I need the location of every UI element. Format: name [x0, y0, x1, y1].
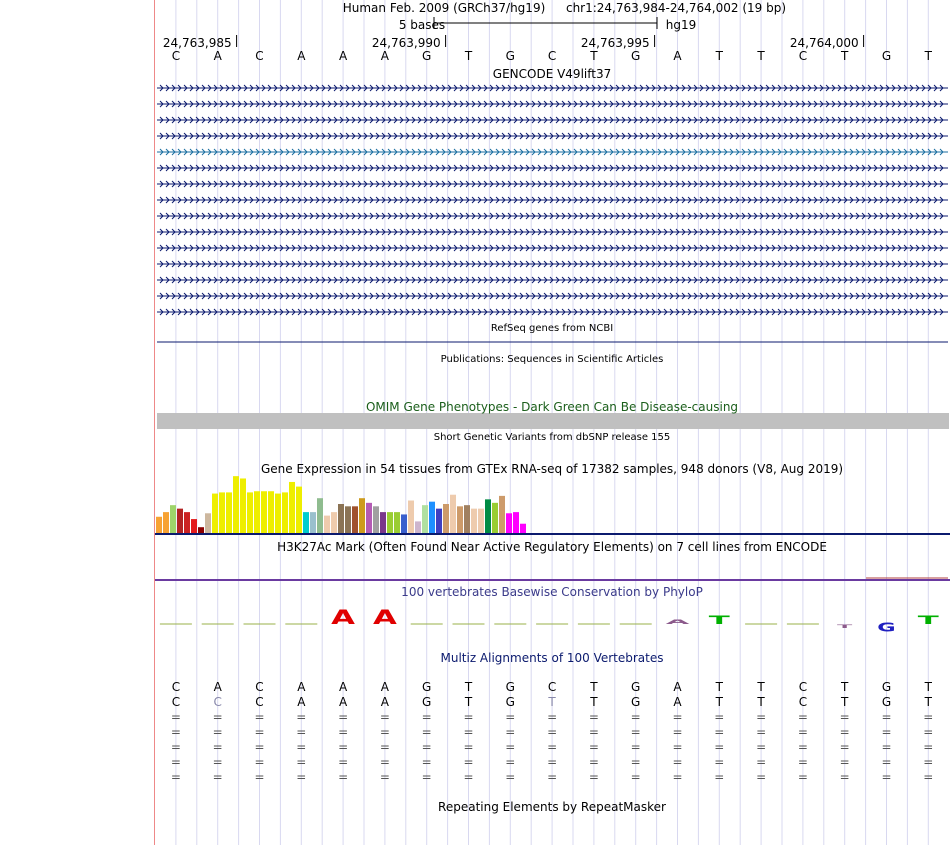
gtex-bar[interactable]	[254, 491, 260, 533]
sequence-base: T	[841, 49, 849, 63]
alignment-match: =	[756, 710, 767, 724]
alignment-match: =	[254, 710, 265, 724]
alignment-match: =	[672, 755, 683, 769]
gtex-bar[interactable]	[219, 492, 225, 533]
alignment-base: G	[505, 695, 515, 709]
alignment-base: G	[881, 695, 892, 709]
alignment-match: =	[212, 755, 223, 769]
refseq-title: RefSeq genes from NCBI	[490, 323, 614, 334]
alignment-match: =	[463, 770, 474, 784]
gtex-title: Gene Expression in 54 tissues from GTEx RNA-seq of 17382 samples, 948 donors (V8, Aug 2019)	[260, 462, 844, 476]
gtex-bar[interactable]	[436, 509, 442, 533]
alignment-base: C	[213, 695, 222, 709]
publications-title: Publications: Sequences in Scientific Articles	[440, 354, 664, 365]
alignment-match: =	[505, 755, 516, 769]
alignment-base: C	[171, 680, 181, 694]
gtex-bar[interactable]	[506, 513, 512, 533]
alignment-match: =	[338, 710, 349, 724]
sequence-base: A	[297, 49, 306, 63]
alignment-match: =	[839, 710, 850, 724]
gtex-bar[interactable]	[275, 494, 281, 533]
alignment-base: T	[757, 695, 765, 709]
sequence-base: A	[380, 49, 389, 63]
alignment-match: =	[421, 755, 432, 769]
alignment-match: =	[547, 740, 558, 754]
sequence-base: A	[213, 49, 222, 63]
alignment-match: =	[463, 740, 474, 754]
alignment-match: =	[379, 755, 390, 769]
alignment-base: A	[297, 680, 306, 694]
alignment-match: =	[881, 770, 892, 784]
alignment-base: T	[757, 680, 765, 694]
alignment-match: =	[588, 770, 599, 784]
alignment-match: =	[421, 770, 432, 784]
db-text: hg19	[665, 18, 697, 32]
alignment-match: =	[212, 770, 223, 784]
gtex-bar[interactable]	[359, 498, 365, 533]
alignment-match: =	[254, 725, 265, 739]
gtex-bar[interactable]	[310, 512, 316, 533]
alignment-match: =	[170, 740, 181, 754]
alignment-match: =	[505, 710, 516, 724]
gtex-bar[interactable]	[513, 512, 519, 533]
alignment-match: =	[923, 710, 934, 724]
alignment-match: =	[923, 725, 934, 739]
alignment-base: G	[631, 680, 641, 694]
sequence-base: T	[590, 49, 598, 63]
alignment-match: =	[170, 770, 181, 784]
alignment-match: =	[797, 740, 808, 754]
alignment-match: =	[881, 755, 892, 769]
alignment-base: G	[422, 695, 432, 709]
gtex-bar[interactable]	[352, 506, 358, 533]
alignment-base: A	[297, 695, 306, 709]
gtex-bar[interactable]	[408, 501, 414, 533]
alignment-match: =	[212, 710, 223, 724]
gtex-bar[interactable]	[198, 527, 204, 533]
gtex-bar[interactable]	[415, 521, 421, 533]
alignment-match: =	[254, 755, 265, 769]
position-label: 24,763,990	[371, 36, 441, 50]
alignment-match: =	[547, 770, 558, 784]
gtex-bar[interactable]	[247, 492, 253, 533]
gtex-bar[interactable]	[296, 487, 302, 533]
alignment-base: T	[715, 680, 723, 694]
sequence-base: G	[631, 49, 641, 63]
label-divider	[154, 0, 155, 845]
gtex-bar[interactable]	[282, 492, 288, 533]
alignment-base: A	[338, 695, 348, 709]
gtex-bar[interactable]	[450, 495, 456, 533]
gtex-bar[interactable]	[156, 517, 162, 533]
alignment-match: =	[505, 725, 516, 739]
alignment-match: =	[379, 710, 390, 724]
alignment-match: =	[630, 740, 641, 754]
sequence-base: G	[422, 49, 432, 63]
alignment-match: =	[672, 770, 683, 784]
position-label: 24,763,985	[162, 36, 232, 50]
position-label: 24,763,995	[580, 36, 650, 50]
alignment-base: C	[171, 695, 181, 709]
alignment-match: =	[547, 755, 558, 769]
sequence-base: C	[798, 49, 808, 63]
alignment-base: C	[255, 680, 264, 694]
phylop-logo: T	[917, 613, 939, 628]
alignment-match: =	[881, 740, 892, 754]
sequence-base: A	[338, 49, 348, 63]
sequence-base: A	[673, 49, 682, 63]
gtex-bar[interactable]	[212, 494, 218, 533]
alignment-match: =	[379, 725, 390, 739]
alignment-base: T	[841, 695, 849, 709]
gtex-bar[interactable]	[401, 514, 407, 533]
omim-title: OMIM Gene Phenotypes - Dark Green Can Be Disease-causing	[365, 400, 739, 414]
alignment-match: =	[672, 740, 683, 754]
gtex-bar[interactable]	[443, 504, 449, 533]
phylop-logo: T	[708, 613, 730, 628]
gtex-bar[interactable]	[163, 512, 169, 533]
alignment-match: =	[839, 770, 850, 784]
sequence-base: T	[924, 49, 932, 63]
alignment-base: A	[380, 695, 389, 709]
sequence-base: G	[505, 49, 515, 63]
alignment-base: A	[213, 680, 222, 694]
alignment-match: =	[588, 710, 599, 724]
gtex-bar[interactable]	[366, 503, 372, 533]
alignment-match: =	[463, 710, 474, 724]
phylop-logo: G	[877, 620, 896, 635]
omim-bar[interactable]	[157, 413, 949, 429]
gtex-bar[interactable]	[170, 505, 176, 533]
alignment-match: =	[714, 770, 725, 784]
gtex-bar[interactable]	[317, 498, 323, 533]
gtex-bar[interactable]	[261, 491, 267, 533]
gtex-bar[interactable]	[331, 512, 337, 533]
gtex-bar[interactable]	[422, 505, 428, 533]
gtex-bar[interactable]	[338, 504, 344, 533]
alignment-base: G	[881, 680, 892, 694]
sequence-base: C	[255, 49, 264, 63]
alignment-match: =	[714, 710, 725, 724]
alignment-match: =	[547, 725, 558, 739]
gtex-bar[interactable]	[205, 513, 211, 533]
alignment-base: T	[590, 695, 598, 709]
gtex-bar[interactable]	[268, 491, 274, 533]
alignment-match: =	[881, 725, 892, 739]
alignment-match: =	[505, 740, 516, 754]
phylop-logo: A	[372, 606, 397, 630]
alignment-base: T	[464, 695, 473, 709]
gtex-bar[interactable]	[191, 519, 197, 533]
gtex-bar[interactable]	[177, 509, 183, 533]
alignment-match: =	[672, 725, 683, 739]
gtex-bar[interactable]	[289, 482, 295, 533]
gtex-bar[interactable]	[520, 524, 526, 533]
alignment-match: =	[923, 770, 934, 784]
alignment-match: =	[839, 755, 850, 769]
gtex-bar[interactable]	[485, 499, 491, 533]
phylop-logo: T	[837, 623, 853, 629]
alignment-base: T	[590, 680, 598, 694]
alignment-match: =	[254, 770, 265, 784]
sequence-base: C	[171, 49, 181, 63]
repeatmasker-title: Repeating Elements by RepeatMasker	[438, 800, 666, 814]
alignment-match: =	[505, 770, 516, 784]
dbsnp-title: Short Genetic Variants from dbSNP release 155	[433, 432, 671, 443]
alignment-base: C	[798, 695, 808, 709]
position-label: 24,764,000	[789, 36, 859, 50]
alignment-match: =	[714, 755, 725, 769]
alignment-match: =	[797, 755, 808, 769]
alignment-match: =	[296, 740, 307, 754]
gtex-bar[interactable]	[240, 478, 246, 533]
alignment-match: =	[296, 755, 307, 769]
alignment-match: =	[170, 755, 181, 769]
alignment-match: =	[714, 725, 725, 739]
alignment-match: =	[630, 710, 641, 724]
gtex-bar[interactable]	[387, 512, 393, 533]
alignment-match: =	[923, 755, 934, 769]
alignment-match: =	[421, 740, 432, 754]
gtex-bar[interactable]	[394, 512, 400, 533]
phylop-logo: A	[665, 618, 690, 626]
gtex-bar[interactable]	[324, 516, 330, 533]
alignment-match: =	[881, 710, 892, 724]
alignment-base: A	[673, 695, 682, 709]
h3k27ac-title: H3K27Ac Mark (Often Found Near Active Regulatory Elements) on 7 cell lines from ENCODE	[277, 540, 827, 554]
alignment-match: =	[672, 710, 683, 724]
alignment-base: A	[380, 680, 389, 694]
alignment-match: =	[296, 725, 307, 739]
multiz-title: Multiz Alignments of 100 Vertebrates	[440, 651, 664, 665]
alignment-match: =	[797, 710, 808, 724]
alignment-match: =	[379, 770, 390, 784]
alignment-match: =	[254, 740, 265, 754]
phylop-logo: A	[331, 606, 356, 630]
gtex-bar[interactable]	[345, 506, 351, 533]
alignment-base: A	[338, 680, 348, 694]
alignment-match: =	[212, 740, 223, 754]
alignment-match: =	[839, 725, 850, 739]
alignment-match: =	[338, 740, 349, 754]
gtex-bar[interactable]	[457, 506, 463, 533]
alignment-base: C	[255, 695, 264, 709]
alignment-match: =	[756, 740, 767, 754]
alignment-match: =	[296, 710, 307, 724]
alignment-match: =	[170, 725, 181, 739]
gtex-bar[interactable]	[471, 509, 477, 533]
alignment-match: =	[797, 725, 808, 739]
alignment-base: C	[798, 680, 808, 694]
track-labels-panel	[0, 0, 155, 845]
alignment-match: =	[170, 710, 181, 724]
alignment-match: =	[338, 725, 349, 739]
gtex-bar[interactable]	[380, 512, 386, 533]
gtex-bar[interactable]	[233, 476, 239, 533]
alignment-match: =	[797, 770, 808, 784]
alignment-match: =	[338, 770, 349, 784]
sequence-base: C	[547, 49, 557, 63]
alignment-base: T	[924, 695, 932, 709]
sequence-base: T	[464, 49, 473, 63]
gtex-bar[interactable]	[464, 505, 470, 533]
alignment-match: =	[714, 740, 725, 754]
alignment-match: =	[463, 755, 474, 769]
alignment-match: =	[212, 725, 223, 739]
alignment-match: =	[756, 755, 767, 769]
scale-text: 5 bases	[398, 18, 446, 32]
alignment-base: T	[548, 695, 556, 709]
alignment-match: =	[338, 755, 349, 769]
alignment-match: =	[588, 755, 599, 769]
gtex-bar[interactable]	[478, 509, 484, 533]
alignment-match: =	[756, 725, 767, 739]
assembly-text: Human Feb. 2009 (GRCh37/hg19)	[342, 1, 546, 15]
alignment-base: T	[464, 680, 473, 694]
alignment-base: T	[924, 680, 932, 694]
alignment-base: G	[631, 695, 641, 709]
alignment-match: =	[923, 740, 934, 754]
alignment-base: G	[422, 680, 432, 694]
alignment-match: =	[421, 710, 432, 724]
alignment-match: =	[421, 725, 432, 739]
alignment-match: =	[296, 770, 307, 784]
gtex-bar[interactable]	[226, 492, 232, 533]
alignment-base: T	[841, 680, 849, 694]
alignment-match: =	[630, 755, 641, 769]
gencode-title: GENCODE V49lift37	[492, 67, 612, 81]
sequence-base: G	[881, 49, 892, 63]
sequence-base: T	[757, 49, 765, 63]
phylop-title: 100 vertebrates Basewise Conservation by PhyloP	[401, 585, 703, 599]
alignment-match: =	[588, 725, 599, 739]
alignment-match: =	[588, 740, 599, 754]
alignment-base: T	[715, 695, 723, 709]
gtex-bar[interactable]	[184, 512, 190, 533]
alignment-base: A	[673, 680, 682, 694]
range-text: chr1:24,763,984-24,764,002 (19 bp)	[565, 1, 787, 15]
gtex-bar[interactable]	[429, 502, 435, 533]
alignment-base: C	[547, 680, 557, 694]
sequence-base: T	[715, 49, 723, 63]
alignment-match: =	[756, 770, 767, 784]
alignment-match: =	[630, 725, 641, 739]
alignment-match: =	[630, 770, 641, 784]
gtex-bar[interactable]	[492, 503, 498, 533]
alignment-match: =	[839, 740, 850, 754]
gtex-bar[interactable]	[373, 506, 379, 533]
gtex-bar[interactable]	[499, 496, 505, 533]
gtex-bar[interactable]	[303, 512, 309, 533]
alignment-match: =	[547, 710, 558, 724]
alignment-match: =	[463, 725, 474, 739]
alignment-match: =	[379, 740, 390, 754]
alignment-base: G	[505, 680, 515, 694]
